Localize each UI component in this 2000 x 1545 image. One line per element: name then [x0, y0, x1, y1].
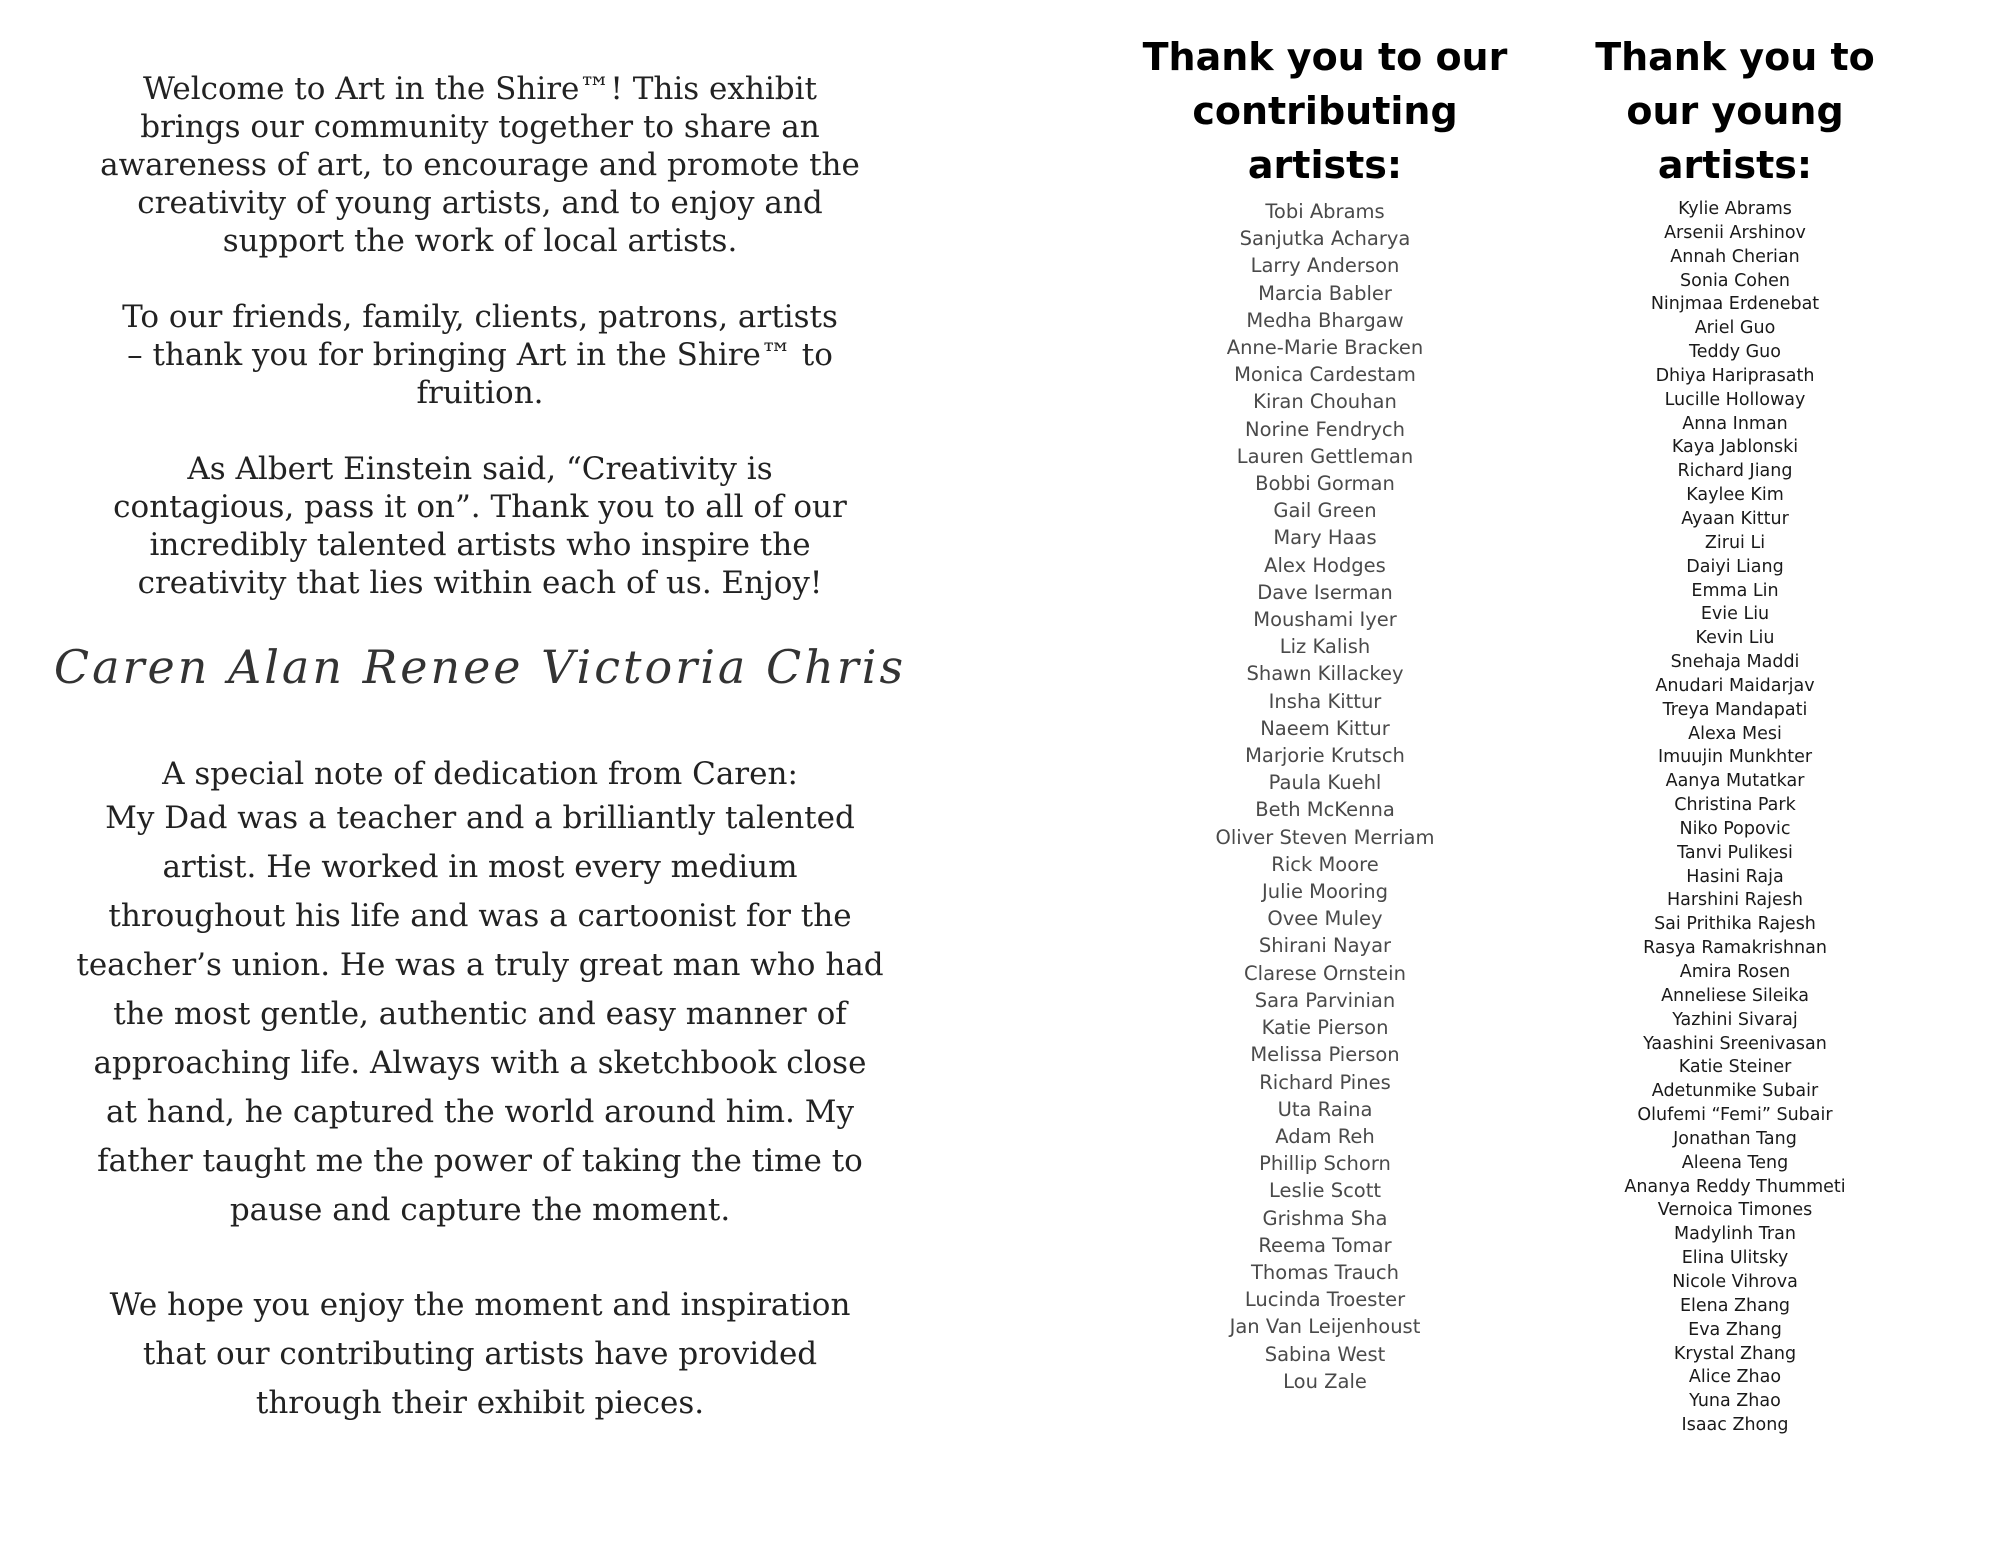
young-artists-title: Thank you to our young artists: — [1595, 35, 1875, 187]
artist-name: Shawn Killackey — [1246, 662, 1404, 686]
artist-name: Moushami Iyer — [1253, 608, 1397, 632]
artist-name: Anna Inman — [1682, 413, 1788, 434]
artist-name: Eva Zhang — [1688, 1319, 1782, 1340]
artist-name: Aanya Mutatkar — [1665, 771, 1805, 792]
artist-name: Niko Popovic — [1679, 818, 1791, 839]
artist-name: Ananya Reddy Thummeti — [1624, 1176, 1846, 1197]
artist-name: Sabina West — [1264, 1342, 1386, 1366]
artist-name: Bobbi Gorman — [1255, 472, 1395, 496]
artist-name: Melissa Pierson — [1250, 1043, 1400, 1067]
artist-name: Julie Mooring — [1262, 880, 1388, 904]
artist-name: Kiran Chouhan — [1253, 390, 1397, 414]
artist-name: Beth McKenna — [1255, 798, 1395, 822]
artist-name: Medha Bhargaw — [1246, 308, 1404, 332]
dedication-heading: A special note of dedication from Caren: — [162, 756, 798, 792]
artist-name: Anne-Marie Bracken — [1226, 336, 1424, 360]
artist-name: Sanjutka Acharya — [1239, 227, 1411, 251]
artist-name: Mary Haas — [1273, 526, 1377, 550]
artist-name: Katie Steiner — [1678, 1057, 1792, 1078]
artist-name: Naeem Kittur — [1260, 716, 1390, 740]
welcome-panel — [20, 70, 940, 1428]
artist-name: Krystal Zhang — [1673, 1343, 1797, 1364]
artist-name: Madylinh Tran — [1674, 1224, 1796, 1245]
artist-name: Adetunmike Subair — [1651, 1081, 1819, 1102]
artist-name: Rasya Ramakrishnan — [1643, 938, 1827, 959]
einstein-quote-paragraph: As Albert Einstein said, “Creativity is contagious, pass it on”. Thank you to all of our incredibly talented artists who inspire the creativity that lies within each of us. Enjoy! — [113, 451, 847, 601]
artist-name: Elina Ulitsky — [1681, 1248, 1789, 1269]
young-artists-list — [1570, 198, 1900, 1438]
artist-name: Elena Zhang — [1679, 1295, 1791, 1316]
artist-name: Kaylee Kim — [1686, 485, 1784, 506]
artist-name: Lucinda Troester — [1244, 1288, 1406, 1312]
artist-name: Gail Green — [1273, 499, 1377, 523]
artist-name: Yazhini Sivaraj — [1672, 1009, 1798, 1030]
artist-name: Harshini Rajesh — [1666, 890, 1803, 911]
artist-name: Reema Tomar — [1258, 1233, 1392, 1257]
artist-name: Sai Prithika Rajesh — [1654, 914, 1816, 935]
artist-name: Kaya Jablonski — [1671, 437, 1799, 458]
artist-name: Ovee Muley — [1267, 907, 1383, 931]
artist-name: Marjorie Krutsch — [1245, 744, 1405, 768]
artist-name: Hasini Raja — [1686, 866, 1784, 887]
artist-name: Tanvi Pulikesi — [1677, 842, 1793, 863]
contributing-artists-column — [1140, 30, 1510, 1395]
artist-name: Treya Mandapati — [1662, 699, 1808, 720]
artist-name: Uta Raina — [1277, 1097, 1373, 1121]
artist-name: Richard Jiang — [1677, 461, 1793, 482]
artist-name: Norine Fendrych — [1244, 417, 1406, 441]
artist-name: Jonathan Tang — [1673, 1128, 1797, 1149]
artist-name: Yaashini Sreenivasan — [1643, 1033, 1827, 1054]
artist-name: Dave Iserman — [1257, 580, 1393, 604]
artist-name: Larry Anderson — [1250, 254, 1400, 278]
young-artists-column — [1570, 30, 1900, 1438]
artist-name: Oliver Steven Merriam — [1215, 825, 1435, 849]
artist-name: Liz Kalish — [1279, 635, 1371, 659]
artist-name: Amira Rosen — [1679, 962, 1791, 982]
artist-name: Lauren Gettleman — [1236, 444, 1414, 468]
artist-name: Vernoica Timones — [1657, 1200, 1813, 1221]
artist-name: Thomas Trauch — [1251, 1260, 1399, 1284]
artist-name: Kylie Abrams — [1678, 199, 1792, 219]
artist-name: Yuna Zhao — [1689, 1391, 1781, 1412]
artist-name: Anneliese Sileika — [1661, 985, 1809, 1006]
thanks-paragraph: To our friends, family, clients, patrons, artists – thank you for bringing Art in the Shire™ to fruition. — [122, 299, 838, 411]
artist-name: Emma Lin — [1691, 580, 1779, 601]
artist-name: Ninjmaa Erdenebat — [1650, 294, 1820, 315]
artist-name: Lucille Holloway — [1664, 389, 1806, 410]
artist-name: Ariel Guo — [1694, 318, 1776, 339]
artist-name: Teddy Guo — [1689, 342, 1781, 363]
artist-name: Insha Kittur — [1268, 689, 1382, 713]
artist-name: Christina Park — [1674, 795, 1796, 816]
artist-name: Evie Liu — [1700, 604, 1770, 625]
artist-name: Aleena Teng — [1681, 1152, 1789, 1173]
artist-name: Alexa Mesi — [1688, 723, 1782, 744]
artist-name: Arsenii Arshinov — [1664, 222, 1806, 243]
artist-name: Zirui Li — [1704, 532, 1766, 553]
contributing-artists-title: Thank you to our contributing artists: — [1142, 35, 1508, 187]
organizer-signatures: Caren Alan Renee Victoria Chris — [53, 640, 907, 694]
artist-name: Clarese Ornstein — [1244, 961, 1406, 985]
artist-name: Grishma Sha — [1262, 1206, 1388, 1230]
welcome-paragraph: Welcome to Art in the Shire™! This exhibit brings our community together to share an awareness of art, to encourage and promote the creativity of young artists, and to enjoy and support the work of local artists. — [100, 71, 860, 259]
artist-name: Sonia Cohen — [1680, 270, 1790, 291]
artist-name: Anudari Maidarjav — [1655, 675, 1815, 696]
artist-name: Alex Hodges — [1264, 553, 1386, 577]
artist-name: Annah Cherian — [1670, 246, 1800, 267]
artist-name: Isaac Zhong — [1681, 1415, 1789, 1436]
artist-name: Nicole Vihrova — [1672, 1271, 1798, 1292]
artist-name: Paula Kuehl — [1268, 771, 1382, 795]
artist-name: Imuujin Munkhter — [1657, 747, 1813, 768]
artist-name: Sara Parvinian — [1254, 988, 1396, 1012]
artist-name: Dhiya Hariprasath — [1655, 365, 1815, 386]
artist-name: Daiyi Liang — [1686, 556, 1784, 577]
artist-name: Olufemi “Femi” Subair — [1637, 1105, 1833, 1126]
closing-paragraph: We hope you enjoy the moment and inspiration that our contributing artists have provided through their exhibit pieces. — [109, 1287, 851, 1421]
artist-name: Tobi Abrams — [1265, 200, 1385, 223]
artist-name: Lou Zale — [1283, 1369, 1367, 1393]
artist-name: Jan Van Leijenhoust — [1229, 1315, 1421, 1339]
artist-name: Rick Moore — [1271, 852, 1379, 876]
artist-name: Kevin Liu — [1695, 628, 1775, 649]
dedication-body: My Dad was a teacher and a brilliantly talented artist. He worked in most every medium throughout his life and was a cartoonist for the teacher’s union. He was a truly great man who had the most gentle, authentic and easy manner of approaching life. Always with a sketchbook close at hand, he captured the world around him. My father taught me the power of taking the time to pause and capture the moment. — [76, 800, 884, 1228]
artist-name: Snehaja Maddi — [1670, 652, 1800, 673]
artist-name: Richard Pines — [1259, 1070, 1391, 1094]
artist-name: Shirani Nayar — [1258, 934, 1392, 958]
artist-name: Alice Zhao — [1688, 1367, 1782, 1388]
artist-name: Adam Reh — [1275, 1124, 1375, 1148]
artist-name: Monica Cardestam — [1234, 363, 1416, 387]
contributing-artists-list — [1140, 198, 1510, 1395]
artist-name: Ayaan Kittur — [1681, 508, 1789, 529]
artist-name: Marcia Babler — [1258, 281, 1392, 305]
artist-name: Phillip Schorn — [1259, 1152, 1391, 1176]
artist-name: Leslie Scott — [1268, 1179, 1382, 1203]
artist-name: Katie Pierson — [1261, 1016, 1389, 1040]
